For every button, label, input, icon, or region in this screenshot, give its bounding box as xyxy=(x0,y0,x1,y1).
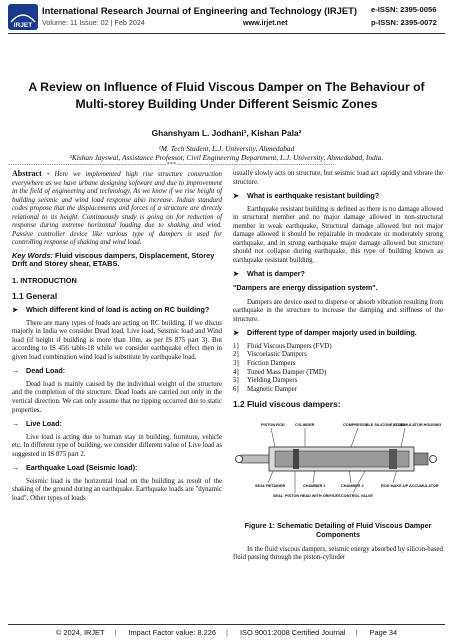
journal-volume: Volume: 11 Issue: 02 | Feb 2024 xyxy=(42,18,145,27)
list-number: 6] xyxy=(233,385,239,393)
paper-title: A Review on Influence of Fluid Viscous Damper on The Behaviour of Multi-storey Building Under Different Seismic Zones xyxy=(28,80,425,111)
paragraph-earthquake-resistant: Earthquake resistant building is defined as there is no damage allowed in structural member and no major damage allowed in non-structural member in weak earthquake, Structural damage allowed but not major damage allowed it should be repairable in moderate or moderately strong earthquake, and in strong earthquake major damage allowed but structure should not collapse during earthquake, this type of building known as earthquake resistant building. xyxy=(233,205,443,264)
question-text: What is earthquake resistant building? xyxy=(247,191,380,201)
arrowhead-bullet-icon: ➤ xyxy=(12,305,19,315)
p-issn: p-ISSN: 2395-0072 xyxy=(371,18,437,27)
damper-quote: "Dampers are energy dissipation system". xyxy=(233,283,378,293)
journal-url-link[interactable]: www.irjet.net xyxy=(243,18,288,27)
logo-text: IRJET xyxy=(13,22,33,29)
section-introduction-heading: 1. INTRODUCTION xyxy=(12,276,77,286)
list-number: 4] xyxy=(233,368,239,376)
arrowhead-bullet-icon: ➤ xyxy=(233,269,240,279)
list-label: Viscoelastic Dampers xyxy=(247,351,307,359)
question-text: What is damper? xyxy=(247,269,305,279)
section-fluid-viscous-heading: 1.2 Fluid viscous dampers: xyxy=(233,399,341,410)
arrowhead-bullet-icon: ➤ xyxy=(233,191,240,201)
section-general-heading: 1.1 General xyxy=(12,290,58,301)
question-load-types xyxy=(12,306,222,315)
dead-load-label: Dead Load: xyxy=(26,366,66,376)
page-footer xyxy=(0,628,453,637)
right-column xyxy=(233,170,443,566)
list-label: Yielding Dampers xyxy=(247,377,298,385)
right-arrow-icon: → xyxy=(12,366,20,376)
affiliation-2: ²Kishan Jayswal, Assistance Professor, Civil Engineering Department, L.J. University, Ahmedabad, India. xyxy=(69,153,384,162)
list-number: 2] xyxy=(233,351,239,359)
list-item xyxy=(233,377,443,386)
paragraph-damper: Dampers are device used to disperse or absorb vibration resulting from earthquake in the structure to increase the damping and stiffness of the structure. xyxy=(233,298,443,323)
footer-iso: ISO 9001:2008 Certified Journal xyxy=(239,628,346,637)
damper-schematic-diagram xyxy=(233,417,443,513)
e-issn: e-ISSN: 2395-0056 xyxy=(371,5,437,14)
paragraph-live-load: Live load is acting due to human stay in building, furniture, vehicle etc. In different type of building, we consider different value of Live load as suggested in IS 875 part 2. xyxy=(12,433,222,458)
earthquake-load-heading xyxy=(12,464,222,473)
section-separator: ---------------------------------------------------------------------***--------------------------------------------------------------------- xyxy=(8,162,336,168)
right-arrow-icon: → xyxy=(12,419,20,429)
paragraph-fluid-viscous: In the fluid viscous dampers, seismic energy absorbed by silicon-based fluid passing through the piston-cylinder xyxy=(233,545,443,562)
label-rod-makeup: ROD MAKE-UP ACCUMULATOR xyxy=(381,483,439,488)
journal-name: International Research Journal of Engineering and Technology (IRJET) xyxy=(42,5,357,16)
header-divider xyxy=(8,33,445,34)
question-text: Which different kind of load is acting on RC building? xyxy=(26,305,210,315)
keywords xyxy=(12,252,222,269)
abstract xyxy=(12,170,222,248)
journal-header xyxy=(0,0,453,34)
footer-divider-bar: | xyxy=(225,628,228,637)
question-damper xyxy=(233,270,443,279)
label-piston-rod: PISTON ROD xyxy=(261,422,285,427)
list-item xyxy=(233,351,443,360)
footer-divider-bar: | xyxy=(355,628,358,637)
footer-page-number: Page 34 xyxy=(369,628,398,637)
label-seal: SEAL xyxy=(273,493,284,498)
label-chamber-1: CHAMBER 1 xyxy=(303,483,326,488)
live-load-heading xyxy=(12,420,222,429)
label-chamber-2: CHAMBER 2 xyxy=(341,483,364,488)
label-control-valve: CONTROL VALVE xyxy=(341,493,373,498)
live-load-label: Live Load: xyxy=(26,419,62,429)
paragraph-earthquake-load: Seismic load is the horizontal load on the building as result of the shaking of the ground during an earthquake. Earthquake loads are "dynamic load". Other types of loads xyxy=(12,477,222,502)
question-text: Different type of damper majorly used in building. xyxy=(247,328,417,338)
footer-divider-bar: | xyxy=(114,628,117,637)
footer-divider xyxy=(8,624,445,625)
question-earthquake-resistant xyxy=(233,192,443,201)
footer-copyright: © 2024, IRJET xyxy=(55,628,105,637)
question-damper-types xyxy=(233,329,443,338)
footer-impact-factor: Impact Factor value: 8.226 xyxy=(128,628,216,637)
paper-authors: Ghanshyam L. Jodhani¹, Kishan Pala² xyxy=(151,128,302,138)
list-label: Tuned Mass Damper (TMD) xyxy=(247,368,327,376)
list-label: Friction Dampers xyxy=(247,359,296,367)
label-cylinder: CYLINDER xyxy=(295,422,315,427)
left-column xyxy=(12,170,222,507)
damper-types-list xyxy=(233,343,443,395)
list-number: 5] xyxy=(233,377,239,385)
list-number: 1] xyxy=(233,342,239,350)
list-label: Fluid Viscous Dampers (FVD) xyxy=(247,342,332,350)
arrowhead-bullet-icon: ➤ xyxy=(233,328,240,338)
label-accumulator-housing: ACCUMULATOR HOUSING xyxy=(393,422,442,427)
label-silicone: COMPRESSIBLE SILICONE FLUID xyxy=(343,422,405,427)
irjet-logo-icon xyxy=(8,4,38,30)
label-piston-head: PISTON HEAD WITH ORIFICES xyxy=(285,493,341,498)
list-item xyxy=(233,360,443,369)
list-item xyxy=(233,343,443,352)
list-item xyxy=(233,386,443,395)
dead-load-heading xyxy=(12,367,222,376)
affiliation-1: ¹M. Tech Student, L.J. University, Ahmedabad xyxy=(158,144,295,153)
right-arrow-icon: → xyxy=(12,463,20,473)
paragraph-continued: usually slowly acts on structure, but seismic load act rapidly and vibrate the structure. xyxy=(233,170,443,186)
abstract-label: Abstract - xyxy=(12,169,50,178)
keywords-label: Key Words: xyxy=(12,250,53,260)
earthquake-load-label: Earthquake Load (Seismic load): xyxy=(26,463,138,473)
keywords-text: Fluid viscous dampers, Displacement, Storey Drift and Storey shear, ETABS. xyxy=(12,250,215,269)
figure-caption: Figure 1: Schematic Detailing of Fluid Viscous Damper Components xyxy=(244,521,432,539)
abstract-text: Here we implemented high rise structure construction everywhere as we have urbane designing software and due to improvement in the field of engineering and technology. As we know if we rise height of building seismic and wind load response also increase. Indian standard codes propose that the displacements and forces of a structure are directly relational to its height. Continuously study is going on for reduction of response during extreme horizontal loading due to shaking and wind. Passive controller device like various type of dampers is used for controlling response of shaking and wind load. xyxy=(12,171,222,247)
list-label: Magnetic Damper xyxy=(247,385,297,393)
list-item xyxy=(233,369,443,378)
paragraph-dead-load: Dead load is mainly caused by the individual weight of the structure and the completion of the structure. Dead loads are carried out only in the vertical direction. We can only assume that no tipping occurred due to static properties. xyxy=(12,380,222,414)
list-number: 3] xyxy=(233,359,239,367)
paragraph-load-types: There are many types of loads are acting on RC building. If we discus majorly in India we consider Dead load, Live load, Seismic load and Wind load (if height if building is more than 10m, as per IS 875 part 3). But according to IS 456 table-18 while we consider earthquake effect then in given load combination wind load is substitute by earthquake load. xyxy=(12,319,222,361)
label-seal-retainer: SEAL RETAINER xyxy=(255,483,286,488)
